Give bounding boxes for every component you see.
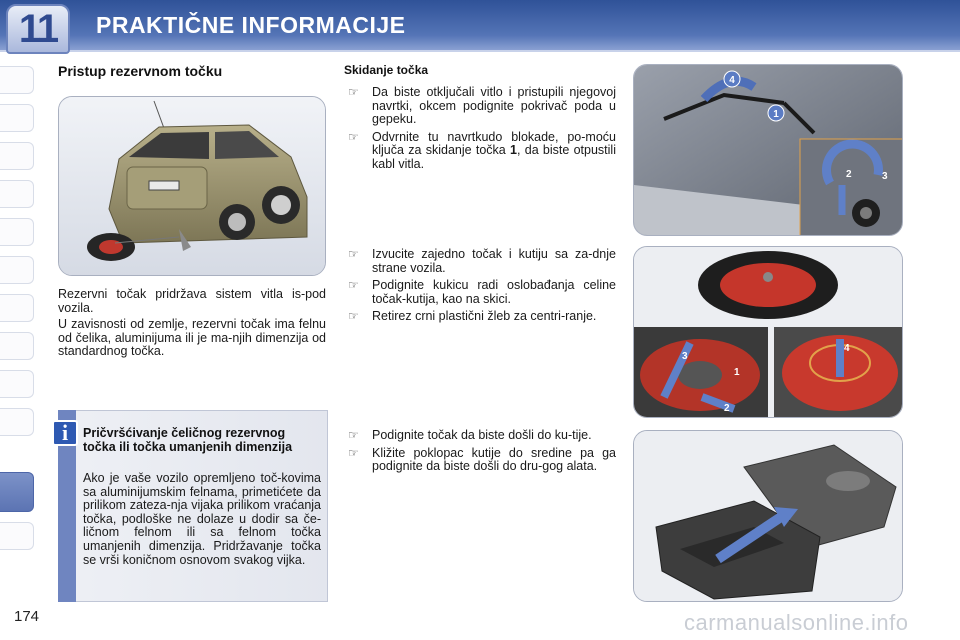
list-item: ☞ Izvucite zajedno točak i kutiju sa za-dnje strane vozila. [348, 247, 616, 275]
spare-wheel-kit-figure [633, 246, 903, 418]
chapter-tab-10[interactable] [0, 408, 34, 436]
callout-4: 4 [729, 75, 735, 86]
callout-3: 3 [882, 171, 888, 182]
hand-pointer-icon: ☞ [348, 445, 359, 460]
hand-pointer-icon: ☞ [348, 85, 359, 99]
chapter-tab-5[interactable] [0, 218, 34, 246]
watermark: carmanualsonline.info [684, 610, 909, 635]
chapter-tab-12[interactable] [0, 522, 34, 550]
hand-pointer-icon: ☞ [348, 428, 359, 442]
chapter-tab-7[interactable] [0, 294, 34, 322]
chapter-tab [6, 4, 70, 54]
list-item: ☞ Odvrnite tu navrtkudo blokade, po-moću ključa za skidanje točka 1, da biste otpustili kabl vitla. [348, 129, 616, 171]
winch-nut-figure [633, 64, 903, 236]
spare-wheel-car-photo [58, 96, 326, 276]
info-icon: i [52, 420, 78, 446]
chapter-tab-4[interactable] [0, 180, 34, 208]
instruction-list-3 [344, 429, 616, 478]
list-item: ☞ Retirez crni plastični žleb za centri-ranje. [348, 309, 597, 324]
hand-pointer-icon: ☞ [348, 129, 359, 144]
list-item: ☞ Podignite točak da biste došli do ku-tije. [348, 428, 592, 442]
list-item: ☞ Da biste otključali vitlo i pristupili njegovoj navrtki, okcem podignite pokrivač poda u gepeku. [348, 85, 616, 127]
list-item: ☞ Kližite poklopac kutije do sredine pa ga podignite da biste došli do dru-gog alata. [348, 445, 616, 474]
spare-paragraph-1: Rezervni točak pridržava sistem vitla is-pod vozila. [58, 287, 326, 315]
callout-4: 4 [844, 343, 850, 354]
header-divider [0, 50, 960, 52]
tool-box-illustration [634, 431, 903, 602]
instruction-list-1 [344, 86, 616, 176]
chapter-tab-6[interactable] [0, 256, 34, 284]
callout-2: 2 [724, 403, 730, 414]
info-box-title: Pričvršćivanje čeličnog rezervnog točka ili točka umanjenih dimenzija [83, 426, 293, 454]
chapter-tab-11-active[interactable] [0, 472, 34, 512]
chapter-tab-1[interactable] [0, 66, 34, 94]
chapter-tab-strip [0, 60, 36, 580]
list-item: ☞ Podignite kukicu radi oslobađanja celine točak-kutija, kao na skici. [348, 278, 616, 306]
tool-box-figure [633, 430, 903, 602]
spare-wheel-illustration [634, 247, 903, 418]
page-number: 174 [14, 608, 40, 625]
car-rear-illustration [59, 97, 326, 276]
chapter-tab-8[interactable] [0, 332, 34, 360]
trunk-floor-illustration [634, 65, 903, 236]
spare-paragraph-2: U zavisnosti od zemlje, rezervni točak ima felnu od čelika, aluminijuma ili je ma-njih dimenzija od standardnog točka. [58, 317, 326, 359]
page-title: PRAKTIČNE INFORMACIJE [96, 12, 406, 38]
section-heading-spare-access: Pristup rezervnom točku [58, 63, 223, 79]
section-heading-wheel-removal: Skidanje točka [344, 63, 429, 77]
hand-pointer-icon: ☞ [348, 247, 359, 261]
info-box-text: Ako je vaše vozilo opremljeno toč-kovima sa aluminijumskim felnama, primetićete da prilikom zateza-nja vijaka prilikom vraćanja točka, podloške ne dolaze u dodir sa če-ličnom felnom ili sa felnom točka umanjenih dimenzija. Pridržavanje točka se vrši koničnom osnovom svakog vijka. [83, 471, 321, 567]
callout-2: 2 [846, 169, 852, 180]
chapter-tab-9[interactable] [0, 370, 34, 398]
hand-pointer-icon: ☞ [348, 309, 359, 324]
chapter-tab-2[interactable] [0, 104, 34, 132]
chapter-tab-3[interactable] [0, 142, 34, 170]
callout-1: 1 [734, 367, 740, 378]
chapter-number: 11 [18, 6, 58, 51]
hand-pointer-icon: ☞ [348, 278, 359, 293]
instruction-list-2 [344, 248, 616, 328]
callout-3: 3 [682, 351, 688, 362]
callout-1: 1 [773, 109, 779, 120]
